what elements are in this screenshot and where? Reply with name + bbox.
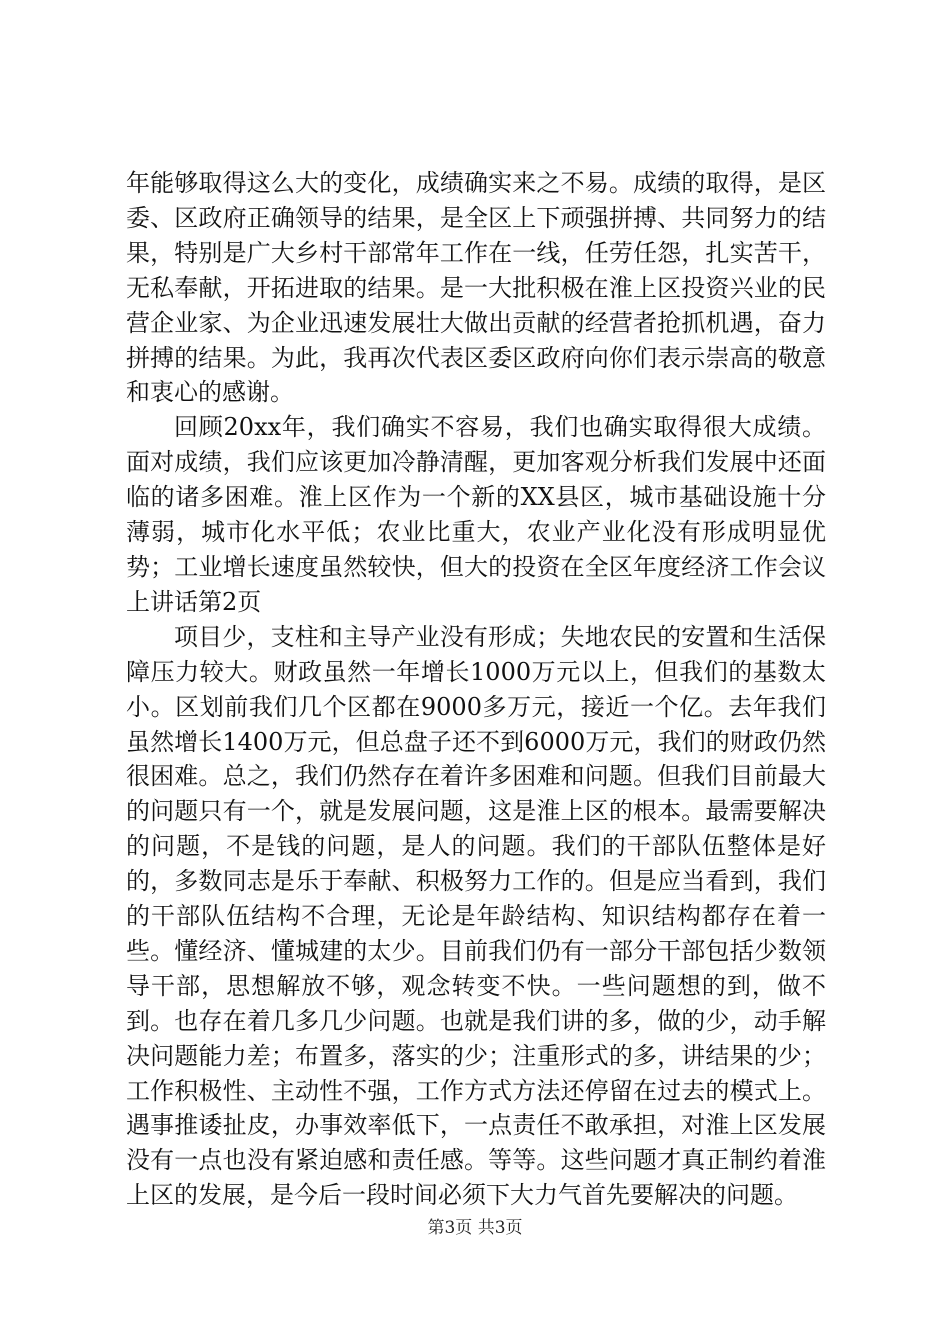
document-body	[126, 166, 826, 1213]
paragraph-3: 项目少，支柱和主导产业没有形成；失地农民的安置和生活保障压力较大。财政虽然一年增长1000万元以上，但我们的基数太小。区划前我们几个区都在9000多万元，接近一个亿。去年我们虽然增长1400万元，但总盘子还不到6000万元，我们的财政仍然很困难。总之，我们仍然存在着许多困难和问题。但我们目前最大的问题只有一个，就是发展问题，这是淮上区的根本。最需要解决的问题，不是钱的问题，是人的问题。我们的干部队伍整体是好的，多数同志是乐于奉献、积极努力工作的。但是应当看到，我们的干部队伍结构不合理，无论是年龄结构、知识结构都存在着一些。懂经济、懂城建的太少。目前我们仍有一部分干部包括少数领导干部，思想解放不够，观念转变不快。一些问题想的到，做不到。也存在着几多几少问题。也就是我们讲的多，做的少，动手解决问题能力差；布置多，落实的少；注重形式的多，讲结果的少；工作积极性、主动性不强，工作方式方法还停留在过去的模式上。遇事推诿扯皮，办事效率低下，一点责任不敢承担，对淮上区发展没有一点也没有紧迫感和责任感。等等。这些问题才真正制约着淮上区的发展，是今后一段时间必须下大力气首先要解决的问题。	[126, 622, 826, 1210]
page-footer: 第3页 共3页	[427, 1218, 523, 1238]
paragraph-2: 回顾20xx年，我们确实不容易，我们也确实取得很大成绩。面对成绩，我们应该更加冷静清醒，更加客观分析我们发展中还面临的诸多困难。淮上区作为一个新的XX县区，城市基础设施十分薄弱，城市化水平低；农业比重大，农业产业化没有形成明显优势；工业增长速度虽然较快，但大的投资在全区年度经济工作会议上讲话第2页	[126, 413, 826, 616]
paragraph-1: 年能够取得这么大的变化，成绩确实来之不易。成绩的取得，是区委、区政府正确领导的结果，是全区上下顽强拼搏、共同努力的结果，特别是广大乡村干部常年工作在一线，任劳任怨，扎实苦干，无私奉献，开拓进取的结果。是一大批积极在淮上区投资兴业的民营企业家、为企业迅速发展壮大做出贡献的经营者抢抓机遇，奋力拼搏的结果。为此，我再次代表区委区政府向你们表示崇高的敬意和衷心的感谢。	[126, 169, 826, 407]
